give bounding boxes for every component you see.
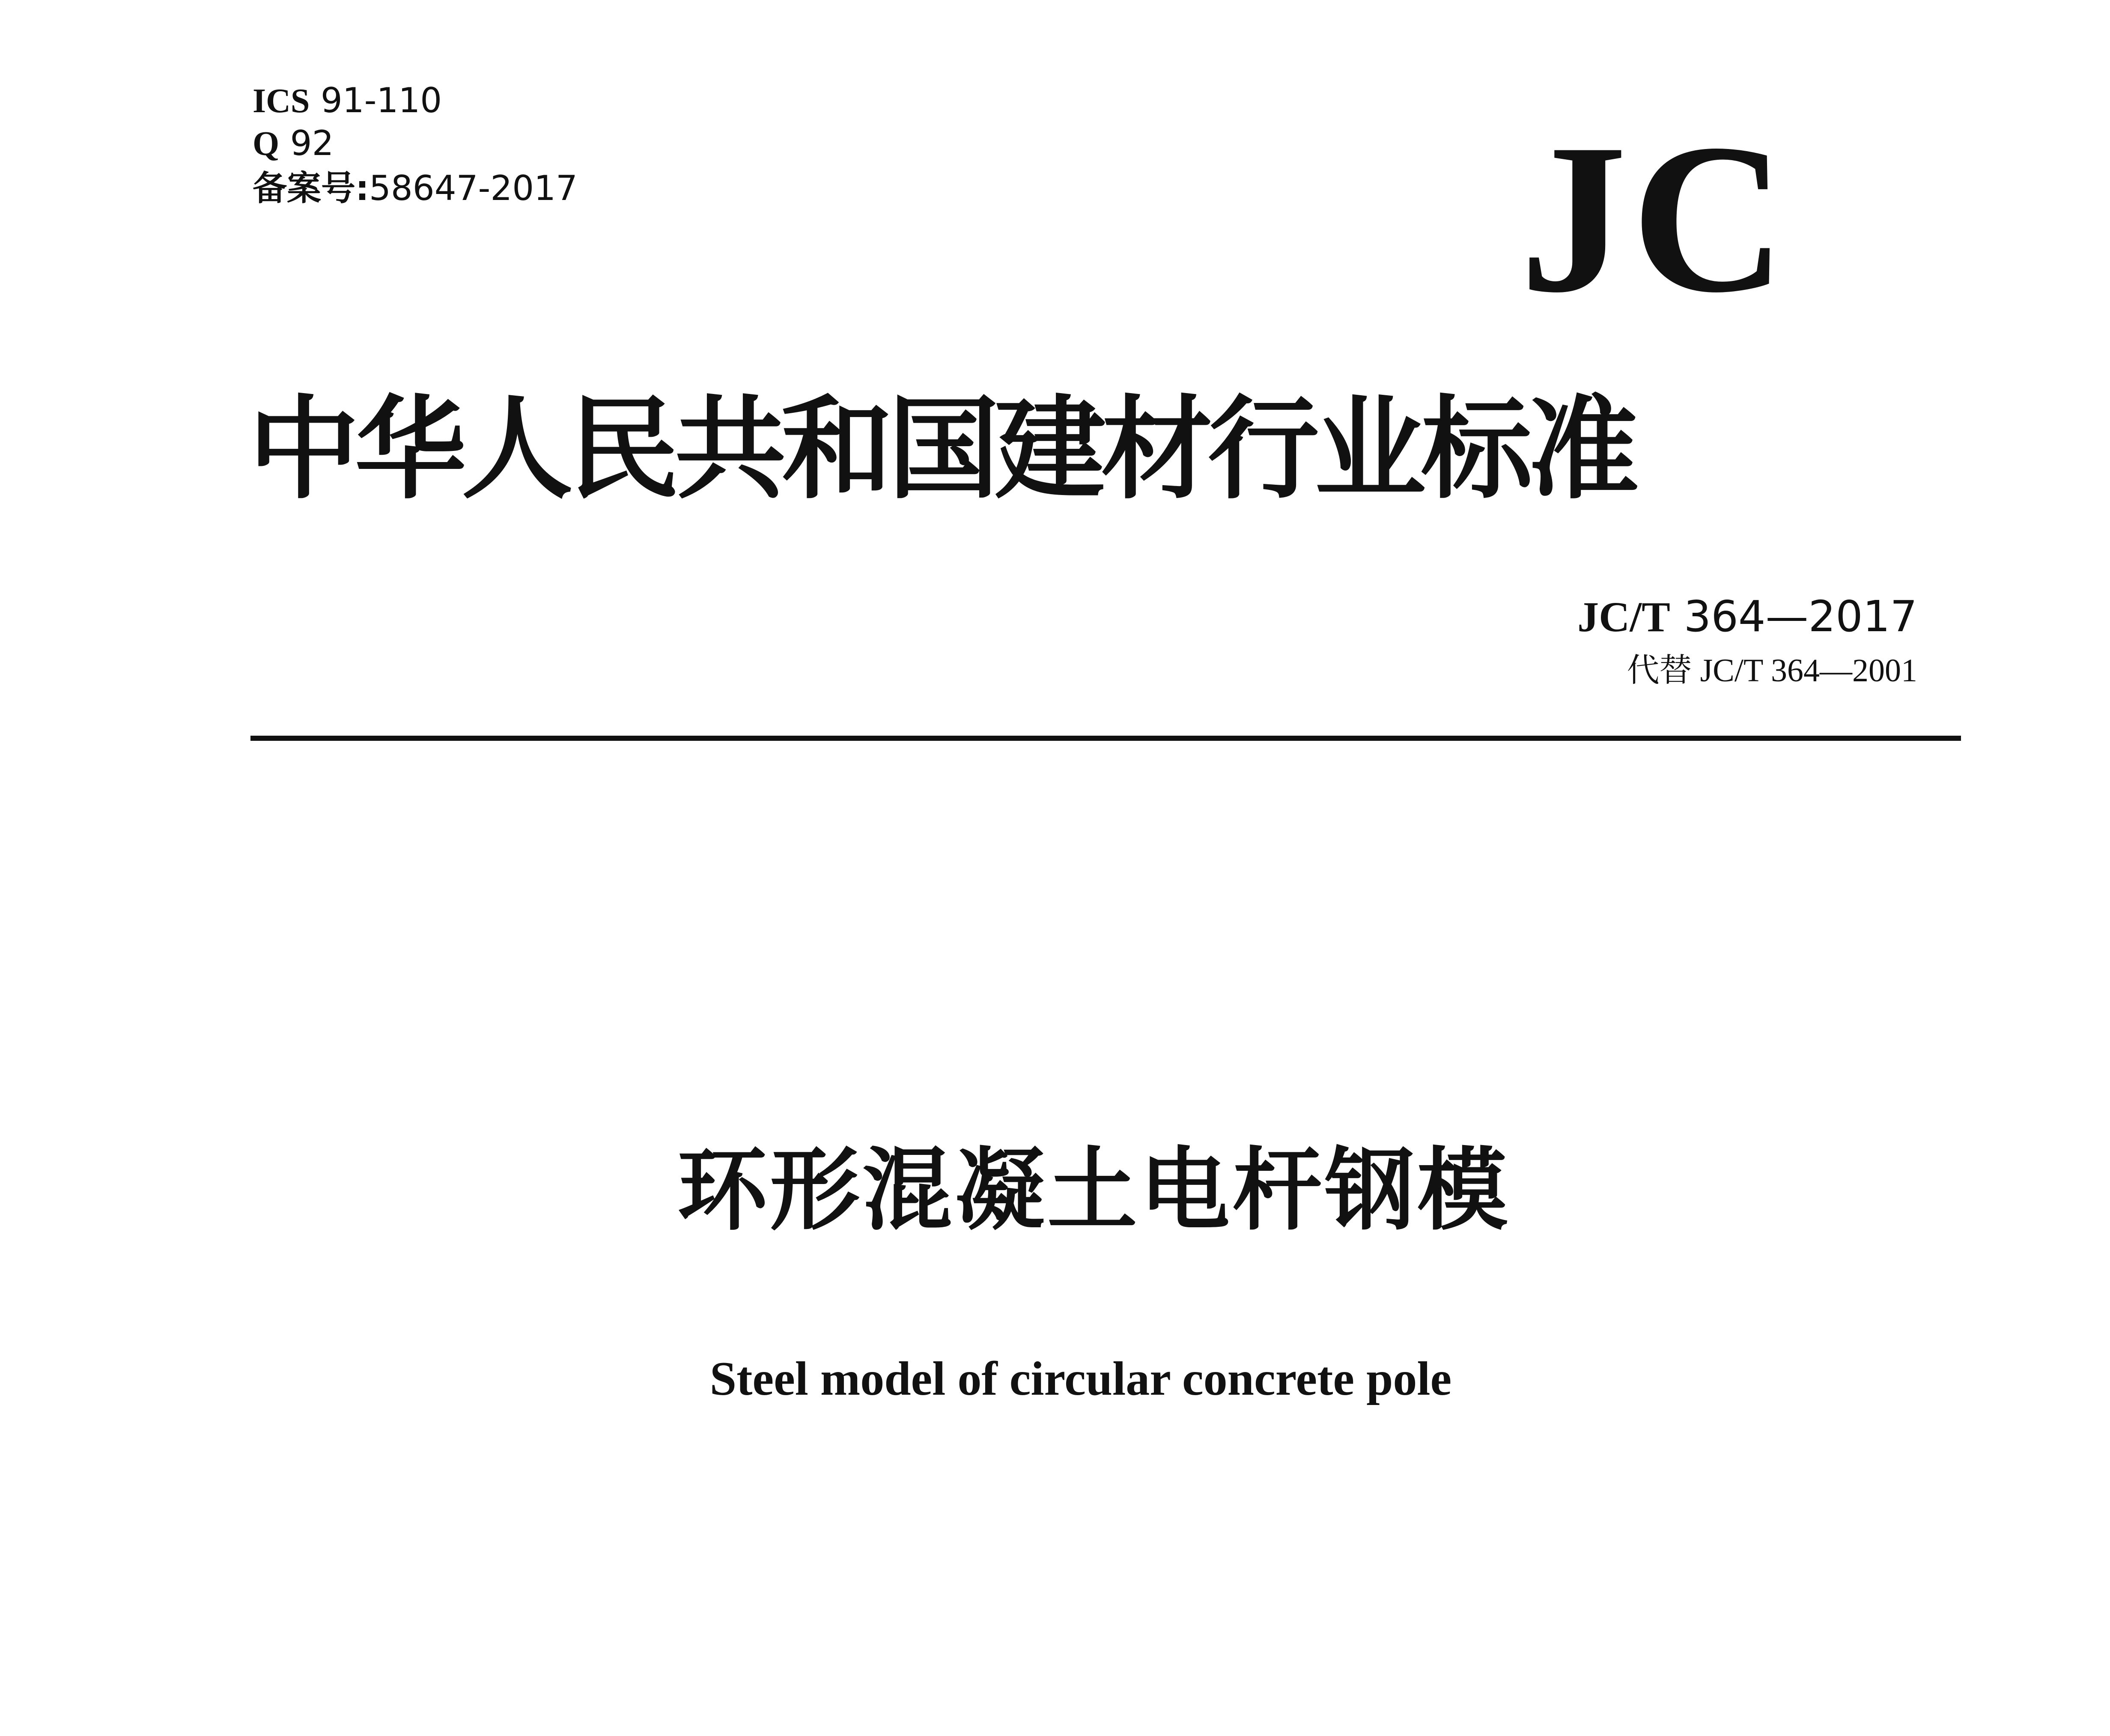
document-title-english: Steel model of circular concrete pole	[709, 1352, 1452, 1405]
standard-code-number: 364—2017	[1684, 591, 1917, 641]
ics-value: 91-110	[320, 81, 442, 120]
replaces-label: 代替	[1627, 651, 1692, 689]
standard-organization: 中华人民共和国建材行业标准	[248, 385, 1634, 514]
replaces-line	[1627, 651, 1917, 690]
ics-line	[253, 79, 442, 122]
standard-code-prefix: JC/T	[1577, 593, 1670, 641]
filing-value: 58647-2017	[369, 168, 578, 208]
replaces-code: JC/T 364—2001	[1700, 653, 1917, 689]
ccs-line	[253, 122, 334, 165]
filing-line	[253, 167, 578, 210]
header-divider	[250, 736, 1961, 741]
document-title-chinese: 环形混凝土电杆钢模	[677, 1138, 1510, 1243]
ccs-value: 92	[290, 123, 334, 163]
ics-label: ICS	[253, 82, 310, 120]
standard-code	[1577, 591, 1917, 643]
ccs-label: Q	[253, 125, 280, 163]
filing-label: 备案号:	[253, 168, 369, 208]
jc-logo: JC	[1520, 100, 1791, 337]
